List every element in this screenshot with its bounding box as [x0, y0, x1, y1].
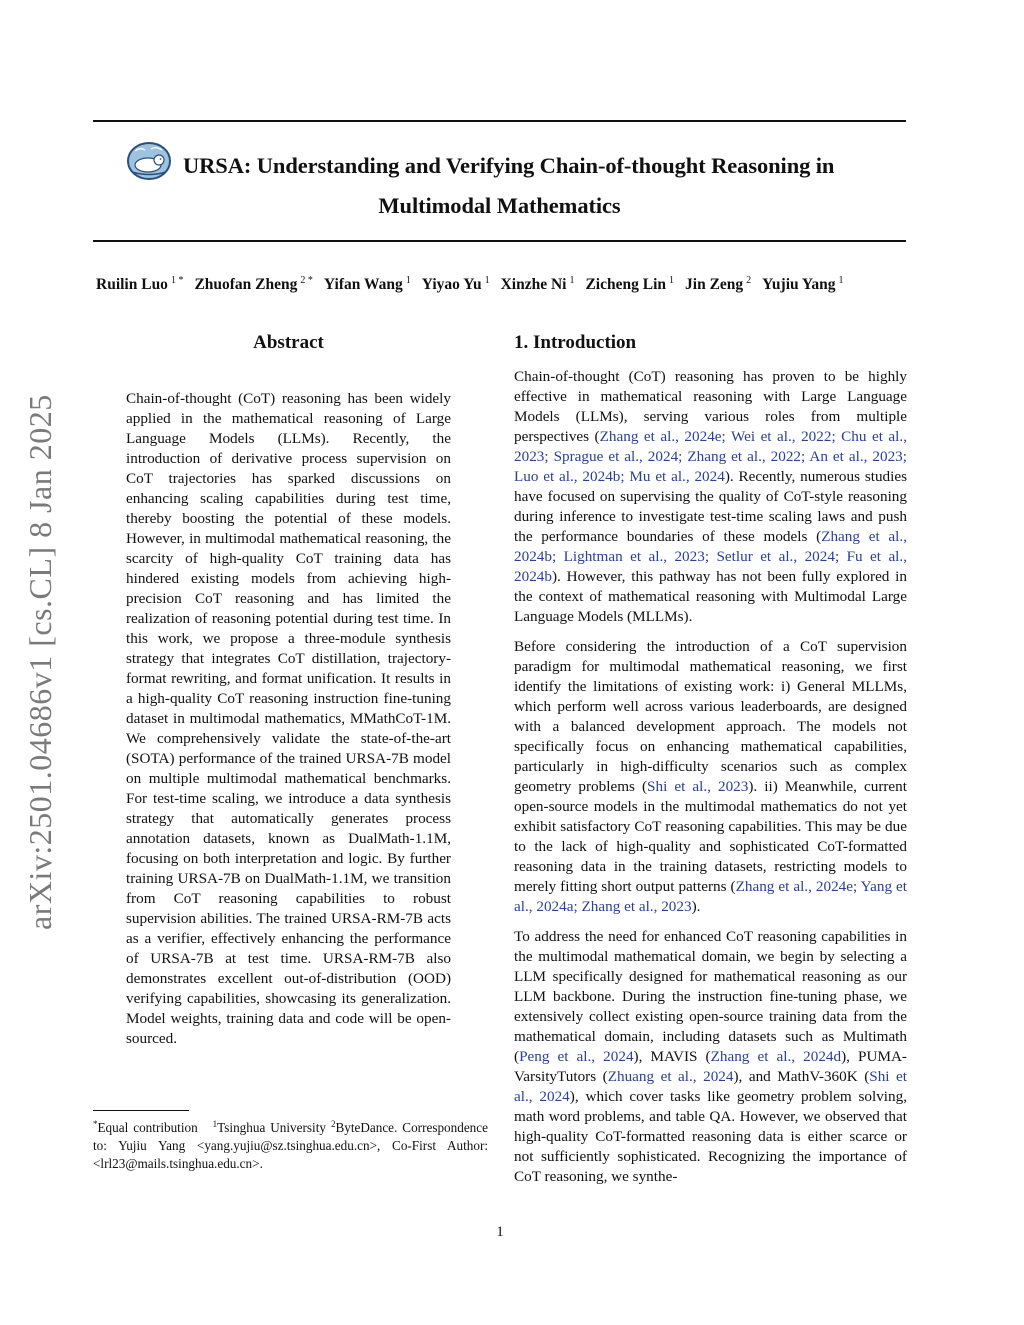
text-run: ), and MathV-360K ( — [733, 1068, 870, 1085]
affiliation-1: Tsinghua University — [217, 1120, 326, 1135]
arxiv-identifier: arXiv:2501.04686v1 [cs.CL] 8 Jan 2025 — [22, 394, 58, 930]
intro-paragraph-3 — [514, 927, 907, 1187]
author-affiliation-mark: 1 — [405, 275, 411, 286]
intro-paragraph-2 — [514, 637, 907, 917]
introduction-heading: 1. Introduction — [514, 332, 637, 353]
text-run: ), PUMA-VarsityTutors ( — [514, 1048, 907, 1085]
intro-paragraph-1 — [514, 367, 907, 627]
affiliation-1-mark: 1 — [212, 1119, 218, 1129]
author-name: Yiyao Yu — [421, 276, 482, 293]
author — [194, 276, 312, 293]
text-run: Chain-of-thought (CoT) reasoning has proven to be highly effective in mathematical reasoning with Large Language Models (LLMs), serving various roles from multiple perspectives ( — [514, 368, 907, 445]
title-bottom-rule — [93, 240, 906, 242]
polar-bear-logo-icon — [126, 141, 172, 181]
author — [585, 276, 674, 293]
author-affiliation-mark: 1 — [484, 275, 490, 286]
author — [762, 276, 843, 293]
equal-contribution-note: Equal contribution — [97, 1120, 198, 1135]
abstract-text: Chain-of-thought (CoT) reasoning has been widely applied in the mathematical reasoning of Large Language Models (LLMs). Recently, the introduction of derivative process supervision on CoT trajectories has sparked discussions on enhancing scaling capabilities during test time, thereby boosting the potential of these models. However, in multimodal mathematical reasoning, the scarcity of high-quality CoT training data has hindered existing models from achieving high-precision CoT reasoning and has limited the realization of reasoning potential during test time. In this work, we propose a three-module synthesis strategy that integrates CoT distillation, trajectory-format rewriting, and format unification. It results in a high-quality CoT reasoning instruction fine-tuning dataset in multimodal mathematics, MMathCoT-1M. We comprehensively validate the state-of-the-art (SOTA) performance of the trained URSA-7B model on multiple multimodal mathematical benchmarks. For test-time scaling, we introduce a data synthesis strategy that automatically generates process annotation datasets, known as DualMath-1.1M, focusing on both interpretation and logic. By further training URSA-7B on DualMath-1.1M, we transition from CoT reasoning capabilities to robust supervision abilities. The trained URSA-RM-7B acts as a verifier, effectively enhancing the performance of URSA-7B at test time. URSA-RM-7B also demonstrates excellent out-of-distribution (OOD) verifying capabilities, showcasing its generalization. Model weights, training data and code will be open-sourced. — [126, 390, 451, 1047]
author-affiliation-mark: 1 — [569, 275, 575, 286]
author-name: Jin Zeng — [685, 276, 744, 293]
author — [685, 276, 751, 293]
citation-link[interactable]: Zhang et al., 2024d — [710, 1048, 842, 1065]
title-top-rule — [93, 120, 906, 122]
equal-contribution-mark: * — [93, 1119, 98, 1129]
text-run: ), which cover tasks like geometry problem solving, math word problems, and table QA. However, we observed that high-quality CoT-formatted reasoning data is either scarce or not sufficiently sophisticated. Recognizing the importance of CoT reasoning, we synthe- — [514, 1088, 907, 1185]
author-name: Xinzhe Ni — [500, 276, 567, 293]
author-name: Yujiu Yang — [762, 276, 836, 293]
text-run: ). — [691, 898, 701, 915]
citation-link[interactable]: Peng et al., 2024 — [519, 1048, 634, 1065]
author-affiliation-mark: 1 * — [170, 275, 184, 286]
author — [96, 276, 183, 293]
paper-title-line-1: URSA: Understanding and Verifying Chain-of-thought Reasoning in — [183, 153, 835, 178]
introduction-body — [514, 367, 907, 1197]
abstract-heading: Abstract — [253, 332, 324, 353]
author-name: Zhuofan Zheng — [194, 276, 298, 293]
author-name: Ruilin Luo — [96, 276, 168, 293]
footnote — [93, 1115, 488, 1173]
text-run: ). However, this pathway has not been fully explored in the context of mathematical reasoning with Multimodal Large Language Models (MLLMs). — [514, 568, 907, 625]
author — [324, 276, 411, 293]
text-run: Before considering the introduction of a CoT supervision paradigm for multimodal mathematical reasoning, we first identify the limitations of existing work: i) General MLLMs, which perform well across various leaderboards, are designed with a balanced development approach. The models not specifically focus on enhancing mathematical capabilities, particularly in high-difficulty scenarios such as complex geometry problems ( — [514, 638, 907, 795]
author-list — [96, 275, 926, 294]
page-number: 1 — [496, 1224, 504, 1240]
citation-link[interactable]: Shi et al., 2023 — [647, 778, 749, 795]
author-affiliation-mark: 2 * — [300, 275, 313, 286]
text-run: To address the need for enhanced CoT reasoning capabilities in the multimodal mathematical domain, we begin by selecting a LLM specifically designed for mathematical reasoning as our LLM backbone. During the instruction fine-tuning phase, we extensively collect existing open-source training data from the mathematical domain, including datasets such as Multimath ( — [514, 928, 907, 1065]
author — [501, 276, 575, 293]
author-affiliation-mark: 1 — [838, 275, 844, 286]
citation-link[interactable]: Shi et al., 2024 — [514, 1068, 907, 1105]
text-run: ). Recently, numerous studies have focused on supervising the quality of CoT-style reasoning during inference to investigate test-time scaling laws and push the performance boundaries of these models ( — [514, 468, 908, 545]
text-run: ). ii) Meanwhile, current open-source models in the multimodal mathematics do not yet exhibit satisfactory CoT reasoning capabilities. This may be due to the lack of high-quality and sophisticated CoT-formatted reasoning data in the training datasets, restricting models to merely fitting short output patterns ( — [514, 778, 907, 895]
author-name: Zicheng Lin — [585, 276, 667, 293]
citation-link[interactable]: Zhang et al., 2024b; Lightman et al., 2023; Setlur et al., 2024; Fu et al., 2024b — [514, 528, 907, 585]
affiliation-2-and-correspondence: ByteDance. Correspondence to: Yujiu Yang <yang.yujiu@sz.tsinghua.edu.cn>, Co-First Author: <lrl23@mails.tsinghua.edu.cn>. — [93, 1120, 488, 1171]
affiliation-2-mark: 2 — [330, 1119, 336, 1129]
citation-link[interactable]: Zhang et al., 2024e; Yang et al., 2024a; Zhang et al., 2023 — [514, 878, 907, 915]
citation-link[interactable]: Zhuang et al., 2024 — [607, 1068, 734, 1085]
author-name: Yifan Wang — [323, 276, 403, 293]
author — [422, 276, 490, 293]
paper-title-line-2: Multimodal Mathematics — [378, 193, 621, 218]
author-affiliation-mark: 2 — [746, 275, 752, 286]
text-run: ), MAVIS ( — [633, 1048, 711, 1065]
footnote-rule — [93, 1110, 189, 1111]
author-affiliation-mark: 1 — [669, 275, 675, 286]
citation-link[interactable]: Zhang et al., 2024e; Wei et al., 2022; Chu et al., 2023; Sprague et al., 2024; Zhang et al., 2022; An et al., 2023; Luo et al., 2024b; Mu et al., 2024 — [514, 428, 907, 485]
